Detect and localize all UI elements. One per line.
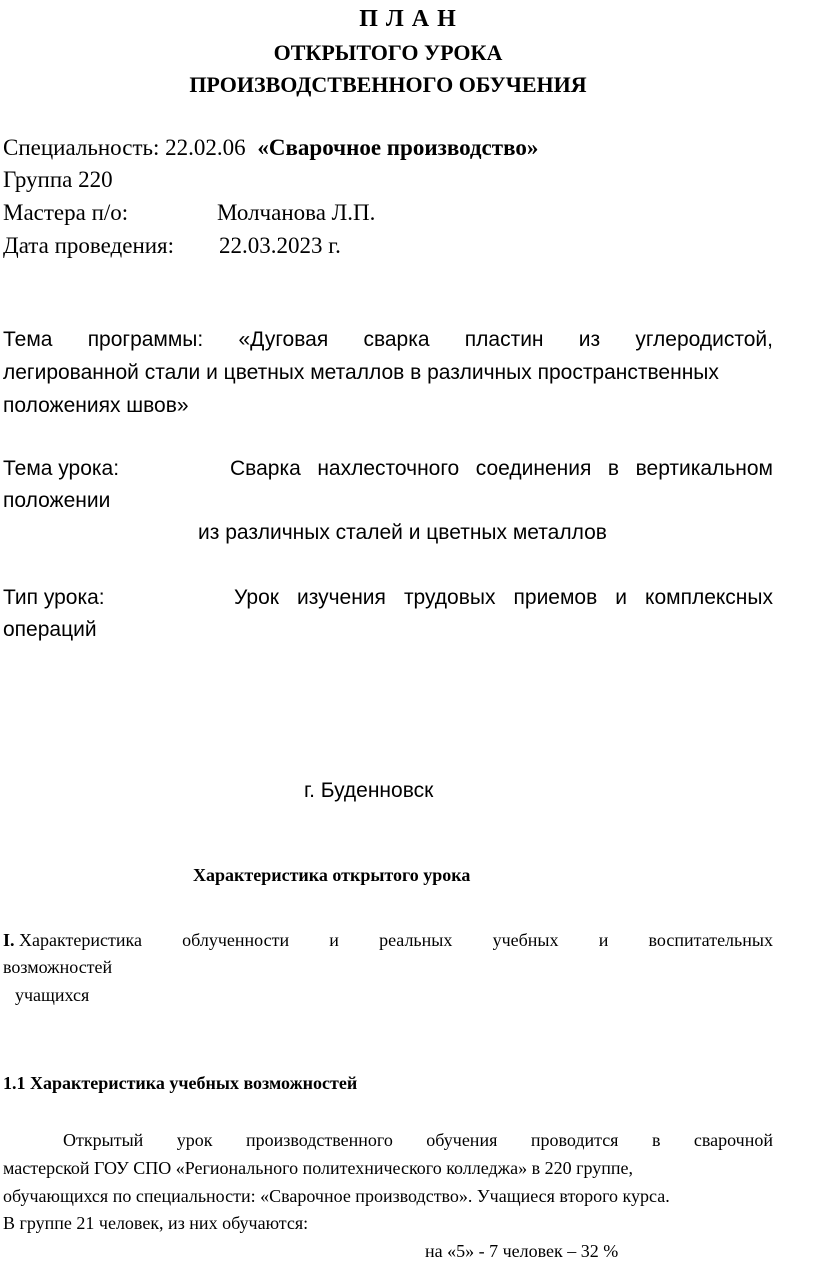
- plan-subtitle-training: ПРОИЗВОДСТВЕННОГО ОБУЧЕНИЯ: [189, 72, 587, 97]
- paragraph-word: сварочной: [693, 1130, 773, 1150]
- section1-word: облученности: [182, 930, 290, 950]
- section1-word: и: [598, 930, 609, 950]
- stats-line: на «5» - 7 человек – 32 %: [425, 1241, 619, 1261]
- plan-title: П Л А Н: [359, 6, 457, 32]
- paragraph-line3: обучающихся по специальности: «Сварочное производство». Учащиеся второго курса.: [3, 1186, 670, 1206]
- paragraph-word: Открытый: [63, 1130, 144, 1150]
- characteristics-heading: Характеристика открытого урока: [193, 865, 471, 885]
- lesson-type-line1: Урок изучения трудовых приемов и комплексных: [234, 586, 773, 609]
- date-value: 22.03.2023 г.: [219, 233, 341, 258]
- section1-word: и: [329, 930, 339, 950]
- section1-word: воспитательных: [648, 930, 773, 950]
- paragraph-word: обучения: [426, 1130, 498, 1150]
- subsection-heading: 1.1 Характеристика учебных возможностей: [3, 1073, 358, 1093]
- section1-word: учебных: [492, 930, 559, 950]
- section1-word: Характеристика: [19, 930, 142, 950]
- specialty-value: «Сварочное производство»: [257, 135, 539, 160]
- section1-line1: [3, 930, 773, 951]
- lesson-type-label: Тип урока:: [3, 586, 105, 609]
- plan-subtitle-open-lesson: ОТКРЫТОГО УРОКА: [273, 40, 503, 65]
- program-word: из: [578, 328, 601, 351]
- section1-word: реальных: [379, 930, 453, 950]
- program-topic-line2: легированной стали и цветных металлов в различных пространственных: [3, 361, 719, 384]
- program-word: Тема: [3, 328, 53, 351]
- paragraph-line2: мастерской ГОУ СПО «Регионального политехнического колледжа» в 220 группе,: [3, 1158, 633, 1178]
- date-label: Дата проведения:: [3, 233, 175, 258]
- paragraph-word: урок: [176, 1130, 213, 1150]
- paragraph-line4: В группе 21 человек, из них обучаются:: [3, 1213, 309, 1233]
- paragraph-word: производственного: [245, 1130, 393, 1150]
- master-value: Молчанова Л.П.: [217, 200, 376, 225]
- specialty-line: [3, 135, 538, 161]
- city: г. Буденновск: [304, 779, 434, 802]
- program-topic-line1: [3, 328, 773, 352]
- program-word: углеродистой,: [635, 328, 773, 351]
- group-line: Группа 220: [3, 167, 113, 192]
- program-word: программы:: [87, 328, 204, 351]
- lesson-topic-line3: из различных сталей и цветных металлов: [198, 521, 607, 544]
- paragraph-word: в: [651, 1130, 661, 1150]
- program-word: сварка: [363, 328, 430, 351]
- specialty-label: Специальность: 22.02.06: [3, 135, 246, 160]
- paragraph-word: проводится: [530, 1130, 619, 1150]
- master-label: Мастера п/о:: [3, 200, 129, 225]
- program-topic-line3: положениях швов»: [3, 394, 189, 417]
- program-word: «Дуговая: [238, 328, 329, 351]
- lesson-type-line2: операций: [3, 618, 97, 641]
- section1-line3: учащихся: [15, 985, 90, 1005]
- lesson-topic-label: Тема урока:: [3, 457, 120, 480]
- section1-line2: возможностей: [3, 957, 113, 977]
- lesson-topic-line2: положении: [3, 489, 111, 512]
- section1-number: I.: [3, 930, 15, 950]
- paragraph-line1: [63, 1130, 773, 1151]
- lesson-topic-line1: Сварка нахлесточного соединения в вертикальном: [230, 457, 773, 480]
- program-word: пластин: [464, 328, 544, 351]
